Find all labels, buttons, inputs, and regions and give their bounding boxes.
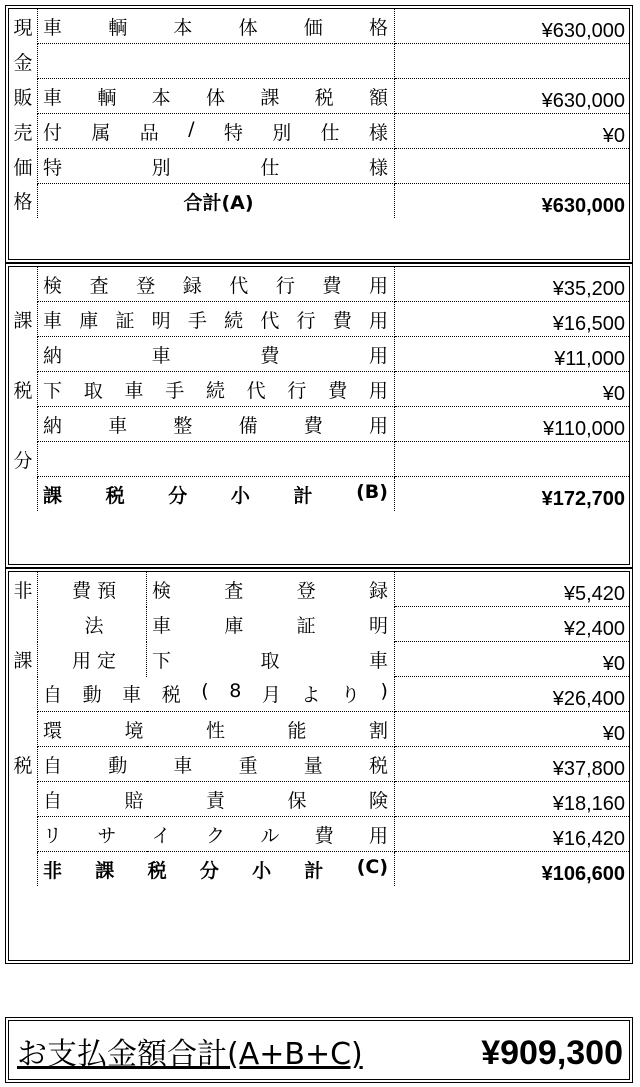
label-char: 車	[124, 379, 144, 402]
row-label	[38, 712, 395, 747]
row-label-text	[43, 821, 394, 848]
row-label	[38, 372, 395, 407]
table-row	[9, 267, 629, 302]
label-char: 境	[124, 719, 144, 742]
row-label-text	[152, 576, 394, 603]
label-char: 明	[151, 309, 171, 332]
table-row	[9, 677, 629, 712]
label-char: 分	[168, 484, 188, 507]
side-label-char: 格	[9, 184, 38, 219]
row-label	[38, 747, 395, 782]
table-row	[9, 442, 629, 477]
side-label-char	[9, 607, 38, 642]
label-char: 動	[82, 684, 102, 707]
row-value: ¥0	[395, 372, 630, 407]
row-label	[38, 44, 395, 79]
side-label-char: 価	[9, 149, 38, 184]
row-label-text	[43, 153, 394, 180]
label-char: 用	[368, 414, 388, 437]
deposit-label: 法	[38, 607, 147, 642]
row-label-text	[152, 646, 394, 673]
label-char: 費	[260, 344, 280, 367]
label-char: 整	[173, 414, 193, 437]
row-label	[147, 607, 395, 642]
table-row	[9, 817, 629, 852]
label-char: 代	[229, 274, 249, 297]
label-char: 費	[322, 274, 342, 297]
row-value: ¥37,800	[395, 747, 630, 782]
row-label	[38, 302, 395, 337]
row-value: ¥5,420	[395, 572, 630, 607]
side-label-char: 課	[9, 302, 38, 337]
label-char: )	[380, 680, 388, 703]
side-label-char: 金	[9, 44, 38, 79]
side-label-char	[9, 677, 38, 712]
label-char: 税	[368, 754, 388, 777]
side-label-char: 税	[9, 372, 38, 407]
row-label	[38, 782, 395, 817]
label-char: 用	[368, 379, 388, 402]
label-char: 登	[136, 274, 156, 297]
label-char: リ	[43, 824, 63, 847]
row-label-text	[43, 341, 394, 368]
label-char: 車	[152, 614, 172, 637]
label-char: 課	[260, 86, 280, 109]
label-char: 特	[223, 121, 243, 144]
label-char: 額	[368, 86, 388, 109]
row-label-text	[43, 786, 394, 813]
label-char: 査	[89, 274, 109, 297]
label-char: 輌	[108, 16, 128, 39]
side-label-char: 売	[9, 114, 38, 149]
side-label-char	[9, 337, 38, 372]
label-char: 納	[43, 344, 63, 367]
row-label-text	[43, 680, 394, 707]
grand-total-value: ¥909,300	[481, 1034, 623, 1072]
label-char: 車	[108, 414, 128, 437]
row-value: ¥11,000	[395, 337, 630, 372]
label-char: 別	[151, 156, 171, 179]
label-char: 続	[224, 309, 244, 332]
label-char: 輌	[97, 86, 117, 109]
label-char: 量	[303, 754, 323, 777]
label-char: 自	[43, 754, 63, 777]
label-char: 様	[368, 156, 388, 179]
label-char: 仕	[320, 121, 340, 144]
row-label	[38, 9, 395, 44]
row-label-text	[43, 411, 394, 438]
deposit-label: 費 預	[38, 572, 147, 607]
label-char: 明	[368, 614, 388, 637]
table-row	[9, 642, 629, 677]
label-char: 取	[260, 649, 280, 672]
row-value: ¥0	[395, 712, 630, 747]
side-label-char	[9, 477, 38, 512]
side-label-char: 分	[9, 442, 38, 477]
label-char: 証	[296, 614, 316, 637]
label-char: 庫	[224, 614, 244, 637]
subtotal-row	[9, 477, 629, 512]
row-value	[395, 442, 630, 477]
label-char: /	[188, 117, 195, 140]
label-char: 取	[83, 379, 103, 402]
label-char: 計	[304, 859, 324, 882]
label-char: 納	[43, 414, 63, 437]
row-label	[38, 817, 395, 852]
label-char: 性	[205, 719, 225, 742]
row-value	[395, 149, 630, 184]
label-char: 格	[368, 16, 388, 39]
row-label	[38, 79, 395, 114]
label-char: よ	[301, 684, 321, 707]
row-label-text	[43, 118, 394, 145]
label-char: 車	[151, 344, 171, 367]
row-label	[147, 642, 395, 677]
table-row	[9, 747, 629, 782]
row-label	[38, 477, 395, 512]
row-label-text	[152, 611, 394, 638]
label-char: 8	[229, 680, 242, 703]
label-char: イ	[151, 824, 171, 847]
cash-price-section	[5, 5, 633, 263]
taxable-section	[5, 263, 633, 568]
table-row	[9, 782, 629, 817]
table-row	[9, 9, 629, 44]
table-row	[9, 149, 629, 184]
label-char: 属	[91, 121, 111, 144]
label-char: 体	[238, 16, 258, 39]
label-char: 賠	[124, 789, 144, 812]
label-char: 用	[368, 344, 388, 367]
side-label-char: 現	[9, 9, 38, 44]
label-char: 下	[43, 379, 63, 402]
label-char: 付	[43, 121, 63, 144]
label-char: 仕	[260, 156, 280, 179]
deposit-label: 用 定	[38, 642, 147, 677]
label-char: 税	[147, 859, 167, 882]
label-char: 動	[108, 754, 128, 777]
label-char: 代	[246, 379, 266, 402]
nontaxable-table	[9, 572, 629, 886]
row-label	[38, 852, 395, 887]
label-char: 自	[43, 684, 63, 707]
label-char: (B)	[356, 480, 388, 503]
label-char: サ	[97, 824, 117, 847]
label-char: 備	[238, 414, 258, 437]
label-char: 録	[368, 579, 388, 602]
row-value: ¥172,700	[541, 488, 625, 510]
row-value: ¥630,000	[541, 195, 625, 217]
row-value: ¥2,400	[395, 607, 630, 642]
row-value: ¥630,000	[395, 79, 630, 114]
label-char: 続	[205, 379, 225, 402]
row-value: ¥110,000	[395, 407, 630, 442]
table-row	[9, 372, 629, 407]
label-char: 録	[182, 274, 202, 297]
label-char: ク	[205, 824, 225, 847]
label-char: 別	[272, 121, 292, 144]
grand-total-label: お支払金額合計(A+B+C)	[17, 1037, 363, 1072]
subtotal-label: 合計(A)	[38, 184, 395, 219]
label-char: 行	[275, 274, 295, 297]
label-char: 証	[115, 309, 135, 332]
table-row	[9, 302, 629, 337]
label-char: 体	[205, 86, 225, 109]
row-value: ¥0	[395, 642, 630, 677]
label-char: 車	[43, 309, 63, 332]
table-row	[9, 44, 629, 79]
label-char: 小	[252, 859, 272, 882]
side-label-char: 税	[9, 747, 38, 782]
table-row	[9, 712, 629, 747]
label-char: 費	[303, 414, 323, 437]
label-char: 下	[152, 649, 172, 672]
label-char: 様	[368, 121, 388, 144]
table-row	[9, 572, 629, 607]
label-char: (C)	[356, 855, 388, 878]
row-label-text	[43, 83, 394, 110]
label-char: 車	[368, 649, 388, 672]
label-char: 重	[238, 754, 258, 777]
row-label	[38, 267, 395, 302]
label-char: 検	[152, 579, 172, 602]
row-label-text	[43, 376, 394, 403]
label-char: 検	[43, 274, 63, 297]
row-value: ¥106,600	[541, 863, 625, 885]
label-char: 行	[287, 379, 307, 402]
label-char: 査	[224, 579, 244, 602]
row-label	[38, 677, 395, 712]
label-char: 車	[122, 684, 142, 707]
label-char: 車	[173, 754, 193, 777]
label-char: 手	[165, 379, 185, 402]
label-char: 本	[173, 16, 193, 39]
row-label-text	[43, 716, 394, 743]
row-label-text	[43, 13, 394, 40]
nontaxable-section	[5, 568, 633, 964]
row-value	[395, 44, 630, 79]
label-char: 用	[368, 274, 388, 297]
label-char: 能	[287, 719, 307, 742]
side-label-char	[9, 267, 38, 302]
table-row	[9, 607, 629, 642]
row-label	[38, 407, 395, 442]
side-label-char	[9, 407, 38, 442]
label-char: 品	[139, 121, 159, 144]
row-label-text	[43, 856, 394, 883]
label-char: 税	[314, 86, 334, 109]
taxable-table	[9, 267, 629, 511]
label-char: 用	[368, 309, 388, 332]
row-value: ¥18,160	[395, 782, 630, 817]
label-char: 計	[293, 484, 313, 507]
table-row	[9, 114, 629, 149]
label-char: 費	[328, 379, 348, 402]
label-char: 本	[151, 86, 171, 109]
side-label-char	[9, 817, 38, 852]
label-char: 責	[205, 789, 225, 812]
label-char: (	[201, 680, 209, 703]
side-label-char: 非	[9, 572, 38, 607]
label-char: 車	[43, 86, 63, 109]
label-char: 環	[43, 719, 63, 742]
label-char: 代	[260, 309, 280, 332]
row-label	[38, 337, 395, 372]
table-row	[9, 79, 629, 114]
label-char: 非	[43, 859, 63, 882]
subtotal-row	[9, 184, 629, 219]
label-char: 行	[296, 309, 316, 332]
table-row	[9, 407, 629, 442]
label-char: 税	[105, 484, 125, 507]
label-char: 税	[161, 684, 181, 707]
label-char: 費	[332, 309, 352, 332]
label-char: 車	[43, 16, 63, 39]
row-label	[147, 572, 395, 607]
label-char: 手	[187, 309, 207, 332]
label-char: 価	[303, 16, 323, 39]
label-char: 用	[368, 824, 388, 847]
row-label	[38, 442, 395, 477]
side-label-char	[9, 712, 38, 747]
row-label-text	[43, 271, 394, 298]
label-char: 小	[230, 484, 250, 507]
side-label-char	[9, 782, 38, 817]
subtotal-row	[9, 852, 629, 887]
label-char: 自	[43, 789, 63, 812]
label-char: 課	[95, 859, 115, 882]
row-value: ¥630,000	[395, 9, 630, 44]
label-char: 庫	[79, 309, 99, 332]
label-char: 登	[296, 579, 316, 602]
side-label-char: 課	[9, 642, 38, 677]
label-char: 険	[368, 789, 388, 812]
side-label-char: 販	[9, 79, 38, 114]
label-char: 費	[314, 824, 334, 847]
label-char: 保	[287, 789, 307, 812]
table-row	[9, 337, 629, 372]
row-value: ¥0	[395, 114, 630, 149]
label-char: 月	[261, 684, 281, 707]
row-value: ¥16,500	[395, 302, 630, 337]
row-value: ¥26,400	[395, 677, 630, 712]
row-value: ¥35,200	[395, 267, 630, 302]
side-label-char	[9, 852, 38, 887]
row-label-text	[43, 481, 394, 508]
row-label-text	[43, 751, 394, 778]
row-label-text	[43, 306, 394, 333]
row-value: ¥16,420	[395, 817, 630, 852]
grand-total-box	[5, 1017, 633, 1083]
label-char: 課	[43, 484, 63, 507]
label-char: り	[340, 684, 360, 707]
label-char: ル	[260, 824, 280, 847]
cash-price-table	[9, 9, 629, 218]
row-label	[38, 114, 395, 149]
label-char: 特	[43, 156, 63, 179]
row-label	[38, 149, 395, 184]
label-char: 分	[199, 859, 219, 882]
label-char: 割	[368, 719, 388, 742]
